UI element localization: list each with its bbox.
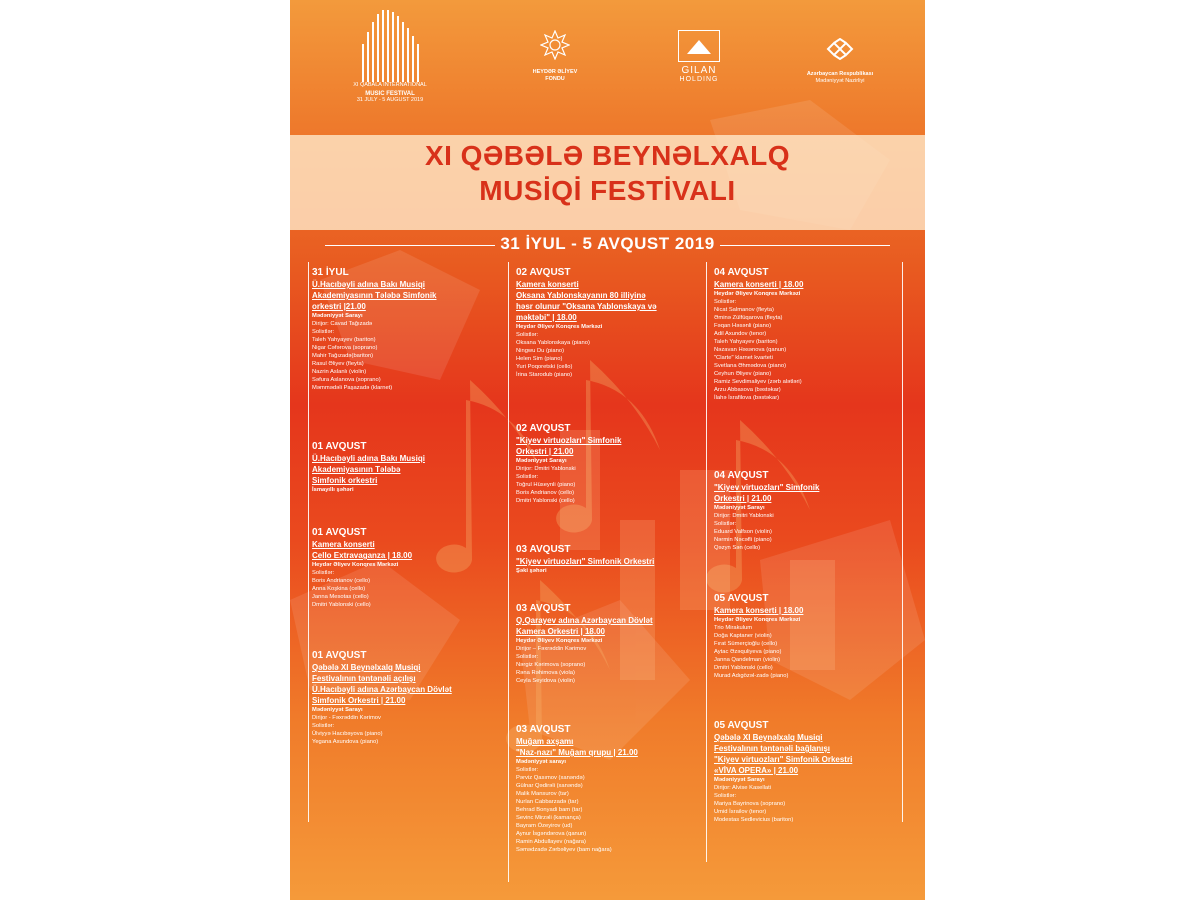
event-line: Nəzavan Həsənova (qanun)	[714, 347, 787, 353]
event-line: Malik Mansurov (tar)	[516, 791, 569, 797]
event-title: Simfonik orkestri	[312, 476, 378, 485]
column-divider	[902, 262, 903, 822]
festival-logo-line3: 31 JULY - 5 AUGUST 2019	[356, 97, 424, 103]
event-title: Cello Extravaganza | 18.00	[312, 551, 413, 560]
knot-emblem-icon	[825, 38, 855, 60]
event-line: Dirijor: Cavad Tağızadə	[312, 321, 373, 327]
event-line: Qəzyn Sən (cello)	[714, 545, 761, 551]
event-venue: İsmayıllı şəhəri	[312, 487, 354, 493]
event-line: Dirijor: Dmitri Yablonski	[714, 513, 774, 519]
event-line: Əminə Zülfüqarova (fleyta)	[714, 315, 783, 321]
event-line: İrina Starodub (piano)	[516, 372, 573, 378]
event-venue: Heydər Əliyev Konqres Mərkəzi	[714, 617, 801, 623]
event-line: Ceyhun Əliyev (piano)	[714, 371, 772, 377]
event-line: Behrad Bonyadi bam (tar)	[516, 807, 583, 813]
event-date: 04 AVQUST	[714, 267, 769, 278]
event-title: Festivalının təntənəli bağlanışı	[714, 744, 831, 753]
event-line: Dirijor: Dmitri Yablonski	[516, 466, 576, 472]
ministry-logo-line2: Mədəniyyət Nazirliyi	[815, 78, 865, 84]
event-line: Svetlana Əhmədova (piano)	[714, 363, 787, 369]
event-date: 03 AVQUST	[516, 724, 571, 735]
event-line: Dmitri Yablonski (cello)	[714, 665, 773, 671]
festival-dates: 31 İYUL - 5 AVQUST 2019	[500, 234, 715, 253]
event-venue: Şəki şəhəri	[516, 568, 547, 574]
event-date: 31 İYUL	[312, 267, 349, 278]
event-entry	[516, 423, 704, 505]
event-line: Rəna Rəhimova (viola)	[516, 670, 575, 676]
event-line: Yegana Axundova (piano)	[312, 739, 379, 745]
event-line: Boris Andrianov (cello)	[516, 490, 574, 496]
event-line: Ramin Abdullayev (nağara)	[516, 839, 586, 845]
event-title: Kamera konserti | 18.00	[714, 606, 804, 615]
event-entry	[516, 544, 704, 575]
event-title: Muğam axşamı	[516, 737, 574, 746]
event-line: Nurlan Cabbarzadə (tar)	[516, 799, 579, 805]
event-venue: Mədəniyyət Sarayı	[312, 707, 363, 713]
event-line: Səmədzadə Zərbəliyev (bam nağara)	[516, 847, 612, 853]
column-divider	[508, 262, 509, 882]
event-line: Helen Sim (piano)	[516, 356, 563, 362]
event-line: Dmitri Yablonski (cello)	[516, 498, 575, 504]
event-line: Taleh Yahyayev (bariton)	[312, 337, 376, 343]
event-title: Akademiyasının Tələbə Simfonik	[312, 291, 437, 300]
event-title: "Naz-nazı" Muğam qrupu | 21.00	[516, 748, 638, 757]
event-line: Aynur İsgəndərova (qanun)	[516, 831, 587, 837]
event-title: Kamera konserti	[516, 280, 579, 289]
event-date: 03 AVQUST	[516, 603, 571, 614]
ministry-logo-line1: Azərbaycan Respublikası	[806, 71, 874, 77]
column-divider	[308, 262, 309, 822]
heydar-logo-line2: FONDU	[545, 76, 565, 82]
event-title: "Kiyev virtuozları" Simfonik Orkestri	[714, 755, 853, 764]
event-line: Dmitri Yablonski (cello)	[312, 602, 371, 608]
event-line: Nigar Cəfərova (soprano)	[312, 345, 378, 351]
event-line: Nərgiz Kərimova (soprano)	[516, 662, 586, 668]
festival-logo-line2: MUSIC FESTIVAL	[365, 91, 415, 97]
event-line: Solistlər:	[714, 521, 737, 527]
event-title: Ü.Hacıbəyli adına Azərbaycan Dövlət	[312, 685, 452, 694]
heydar-logo-line1: HEYDƏR ƏLİYEV	[532, 69, 578, 75]
event-line: Murad Adıgözəl-zadə (piano)	[714, 673, 789, 679]
event-title: Akademiyasının Tələbə	[312, 465, 401, 474]
event-line: Janna Mesotas (cello)	[312, 594, 369, 600]
event-venue: Mədəniyyət sarayı	[516, 759, 566, 765]
event-title: Oksana Yablonskayanın 80 illiyinə	[516, 291, 646, 300]
gilan-logo-line1: GILAN	[681, 65, 717, 76]
foundation-emblem-icon	[540, 30, 570, 60]
sponsor-logos	[290, 0, 925, 135]
event-entry	[714, 470, 902, 552]
event-line: Solistlər:	[312, 329, 335, 335]
event-entry	[714, 267, 902, 402]
event-venue: Mədəniyyət Sarayı	[714, 777, 765, 783]
event-entry	[516, 724, 704, 854]
event-line: Arzu Abbasova (bəstəkar)	[714, 387, 781, 393]
event-line: Taleh Yahyayev (bariton)	[714, 339, 778, 345]
event-date: 01 AVQUST	[312, 650, 367, 661]
event-line: Sevinc Mirzəli (kamança)	[516, 815, 581, 821]
event-line: Dirijor - Fəxrəddin Kərimov	[312, 715, 381, 721]
event-line: Modestas Sedlevicius (bariton)	[714, 817, 794, 823]
event-title: orkestri |21.00	[312, 302, 366, 311]
event-entry	[714, 720, 902, 824]
event-line: Nərmin Nəcəfli (piano)	[714, 537, 772, 543]
event-title: Q.Qarayev adına Azərbaycan Dövlət	[516, 616, 653, 625]
event-line: Solistlər:	[516, 332, 539, 338]
event-line: Aytac Əzəquliyeva (piano)	[714, 649, 782, 655]
event-title: «VİVA OPERA» | 21.00	[714, 766, 799, 775]
event-line: Janna Qandelman (violin)	[714, 657, 781, 663]
event-entry	[714, 593, 902, 680]
event-line: Nazrin Aslanlı (violin)	[312, 369, 367, 375]
event-line: Mariya Bayrinova (soprano)	[714, 801, 786, 807]
event-line: Oksana Yablonskaya (piano)	[516, 340, 590, 346]
event-entry	[516, 603, 704, 685]
event-date: 02 AVQUST	[516, 423, 571, 434]
event-venue: Heydər Əliyev Konqres Mərkəzi	[312, 562, 399, 568]
event-title: Kamera Orkestri | 18.00	[516, 627, 605, 636]
event-line: Nicat Salmanov (fleyta)	[714, 307, 774, 313]
festival-logo-line1: XI QABALA INTERNATIONAL	[353, 82, 427, 88]
event-venue: Mədəniyyət Sarayı	[714, 505, 765, 511]
column-divider	[706, 262, 707, 862]
event-line: Boris Andrianov (cello)	[312, 578, 370, 584]
event-title: Ü.Hacıbəyli adına Bakı Musiqi	[312, 280, 425, 289]
event-title: Qəbələ XI Beynəlxalq Musiqi	[714, 733, 823, 742]
event-date: 05 AVQUST	[714, 593, 769, 604]
event-line: Doğa Kaptaner (violin)	[714, 633, 772, 639]
event-entry	[312, 267, 500, 392]
event-title: "Kiyev virtuozları" Simfonik	[714, 483, 820, 492]
event-line: Anna Koşkina (cello)	[312, 586, 366, 592]
date-rule-right	[720, 245, 890, 246]
event-line: Pərviz Qasımov (xanəndə)	[516, 775, 585, 781]
event-line: Ningwu Du (piano)	[516, 348, 565, 354]
event-date: 01 AVQUST	[312, 527, 367, 538]
event-venue: Mədəniyyət Sarayı	[312, 313, 363, 319]
event-line: Yuri Poqoretski (cello)	[516, 364, 573, 370]
festival-poster	[290, 0, 925, 900]
mountain-icon	[678, 30, 720, 62]
event-title: Ü.Hacıbəyli adına Bakı Musiqi	[312, 454, 425, 463]
event-title: Kamera konserti | 18.00	[714, 280, 804, 289]
gilan-holding-logo	[674, 30, 724, 83]
event-line: Dirijor – Fəxrəddin Kərimov	[516, 646, 587, 652]
event-line: Solistlər:	[312, 570, 335, 576]
event-venue: Heydər Əliyev Konqres Mərkəzi	[516, 638, 603, 644]
event-line: Solistlər:	[714, 299, 737, 305]
event-title: Simfonik Orkestri | 21.00	[312, 696, 406, 705]
event-line: Toğrul Hüseynli (piano)	[516, 482, 576, 488]
event-line: Gülnar Qədirəli (xanəndə)	[516, 783, 583, 789]
event-line: Fırat Sümerçioğlu (cello)	[714, 641, 778, 647]
event-line: Səfura Aslanova (soprano)	[312, 377, 381, 383]
ministry-of-culture-logo	[795, 38, 885, 85]
event-line: Solistlər:	[516, 474, 539, 480]
event-line: "Clarte" klarnet kvarteti	[714, 355, 773, 361]
event-entry	[516, 267, 704, 379]
gilan-logo-line2: HOLDING	[679, 76, 719, 83]
event-line: Ülviyyə Hacıbəyova (piano)	[312, 731, 383, 737]
event-venue: Mədəniyyət Sarayı	[516, 458, 567, 464]
event-line: Bayram Özeyirov (ud)	[516, 823, 573, 829]
event-line: Solistlər:	[516, 654, 539, 660]
event-date: 04 AVQUST	[714, 470, 769, 481]
event-date: 03 AVQUST	[516, 544, 571, 555]
event-title: həsr olunur "Oksana Yablonskaya və	[516, 302, 657, 311]
event-line: Solistlər:	[312, 723, 335, 729]
event-entry	[312, 650, 500, 746]
poster-title-line1: XI QƏBƏLƏ BEYNƏLXALQ	[424, 140, 791, 171]
event-venue: Heydər Əliyev Konqres Mərkəzi	[516, 324, 603, 330]
event-line: Dirijor: Alvise Kasellati	[714, 785, 772, 791]
festival-logo	[350, 10, 430, 104]
event-line: Fəqan Həsənli (piano)	[714, 323, 772, 329]
event-title: məktəbi" | 18.00	[516, 313, 577, 322]
event-venue: Heydər Əliyev Konqres Mərkəzi	[714, 291, 801, 297]
event-line: Ramiz Sevdimaliyev (zərb alətləri)	[714, 379, 802, 385]
event-title: Qəbələ XI Beynəlxalq Musiqi	[312, 663, 421, 672]
event-date: 05 AVQUST	[714, 720, 769, 731]
event-entry	[312, 527, 500, 609]
event-title: "Kiyev virtuozları" Simfonik	[516, 436, 622, 445]
event-line: Rasul Əliyev (fleyta)	[312, 361, 364, 367]
event-title: Kamera konserti	[312, 540, 375, 549]
event-title: Orkestri | 21.00	[714, 494, 772, 503]
event-entry	[312, 441, 500, 494]
event-date: 02 AVQUST	[516, 267, 571, 278]
poster-title-line2: MUSİQİ FESTİVALI	[479, 175, 736, 206]
event-line: Solistlər:	[714, 793, 737, 799]
event-line: Solistlər:	[516, 767, 539, 773]
event-line: Ceyla Seyidova (violin)	[516, 678, 575, 684]
event-line: İlahə İsrafilova (bəstəkar)	[714, 395, 780, 401]
event-line: Mahir Tağızadə(bariton)	[312, 353, 374, 359]
event-line: Adil Axundov (tenor)	[714, 331, 767, 337]
event-title: Festivalının təntənəli açılışı	[312, 674, 416, 683]
event-title: Orkestri | 21.00	[516, 447, 574, 456]
event-line: Umid İsrailov (tenor)	[714, 809, 767, 815]
heydar-aliyev-foundation-logo	[515, 30, 595, 83]
event-title: "Kiyev virtuozları" Simfonik Orkestri	[516, 557, 655, 566]
poster-title	[290, 138, 925, 208]
event-line: Eduard Valfson (violin)	[714, 529, 772, 535]
event-line: Trio Mirakulum	[714, 625, 753, 631]
event-line: Məmmədəli Paşazadə (klarnet)	[312, 385, 393, 391]
event-date: 01 AVQUST	[312, 441, 367, 452]
